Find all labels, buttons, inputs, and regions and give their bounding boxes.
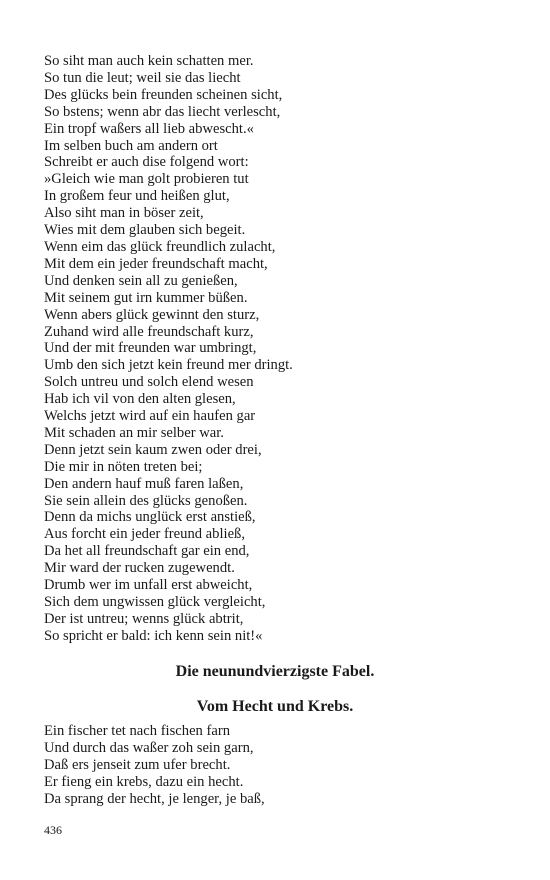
verse-line: Hab ich vil von den alten glesen,	[44, 391, 236, 408]
verse-line: Und durch das waßer zoh sein garn,	[44, 739, 254, 756]
verse-line: Daß ers jenseit zum ufer brecht.	[44, 756, 231, 773]
verse-line: Aus forcht ein jeder freund abließ,	[44, 526, 245, 543]
verse-line: So tun die leut; weil sie das liecht	[44, 69, 241, 86]
verse-line: Den andern hauf muß faren laßen,	[44, 475, 244, 492]
verse-line: Denn da michs unglück erst anstieß,	[44, 509, 256, 526]
fable-subheading: Vom Hecht und Krebs.	[196, 698, 354, 715]
verse-line: Welchs jetzt wird auf ein haufen gar	[44, 408, 256, 425]
verse-line: Umb den sich jetzt kein freund mer dringt.	[44, 357, 293, 374]
verse-line: Da het all freundschaft gar ein end,	[44, 543, 250, 560]
fable-heading: Die neunundvierzigste Fabel.	[175, 663, 375, 680]
verse-line: Solch untreu und solch elend wesen	[44, 374, 254, 391]
verse-line: Des glücks bein freunden scheinen sicht,	[44, 86, 283, 103]
verse-line: Denn jetzt sein kaum zwen oder drei,	[44, 441, 262, 458]
verse-line: Und denken sein all zu genießen,	[44, 272, 238, 289]
verse-line: Im selben buch am andern ort	[44, 137, 218, 154]
verse-line: Schreibt er auch dise folgend wort:	[44, 154, 249, 171]
verse-line: Mit schaden an mir selber war.	[44, 424, 224, 441]
verse-line: Er fieng ein krebs, dazu ein hecht.	[44, 773, 244, 790]
verse-line: Zuhand wird alle freundschaft kurz,	[44, 323, 254, 340]
verse-line: Sie sein allein des glücks genoßen.	[44, 492, 248, 509]
verse-line: Mir ward der rucken zugewendt.	[44, 560, 235, 577]
verse-line: So bstens; wenn abr das liecht verlescht,	[44, 103, 281, 120]
verse-line: Ein tropf waßers all lieb abwescht.«	[44, 120, 254, 137]
verse-line: In großem feur und heißen glut,	[44, 188, 230, 205]
fable-verse	[44, 723, 514, 808]
verse-line: Wies mit dem glauben sich begeit.	[44, 222, 246, 239]
verse-line: Der ist untreu; wenns glück abtrit,	[44, 610, 244, 627]
verse-line: Und der mit freunden war umbringt,	[44, 340, 257, 357]
verse-line: Drumb wer im unfall erst abweicht,	[44, 577, 253, 594]
verse-line: Da sprang der hecht, je lenger, je baß,	[44, 790, 265, 807]
verse-line: Wenn abers glück gewinnt den sturz,	[44, 306, 260, 323]
verse-line: Mit dem ein jeder freundschaft macht,	[44, 255, 268, 272]
verse-line: Mit seinem gut irn kummer büßen.	[44, 289, 248, 306]
verse-line: Also siht man in böser zeit,	[44, 205, 204, 222]
verse-line: »Gleich wie man golt probieren tut	[44, 171, 249, 188]
verse-line: Ein fischer tet nach fischen farn	[44, 723, 230, 739]
poem-continuation	[44, 53, 514, 645]
verse-line: Die mir in nöten treten bei;	[44, 458, 203, 475]
verse-line: So siht man auch kein schatten mer.	[44, 53, 254, 69]
page-number: 436	[44, 823, 62, 837]
verse-line: So spricht er bald: ich kenn sein nit!«	[44, 627, 263, 644]
verse-line: Sich dem ungwissen glück vergleicht,	[44, 594, 266, 610]
verse-line: Wenn eim das glück freundlich zulacht,	[44, 238, 276, 255]
